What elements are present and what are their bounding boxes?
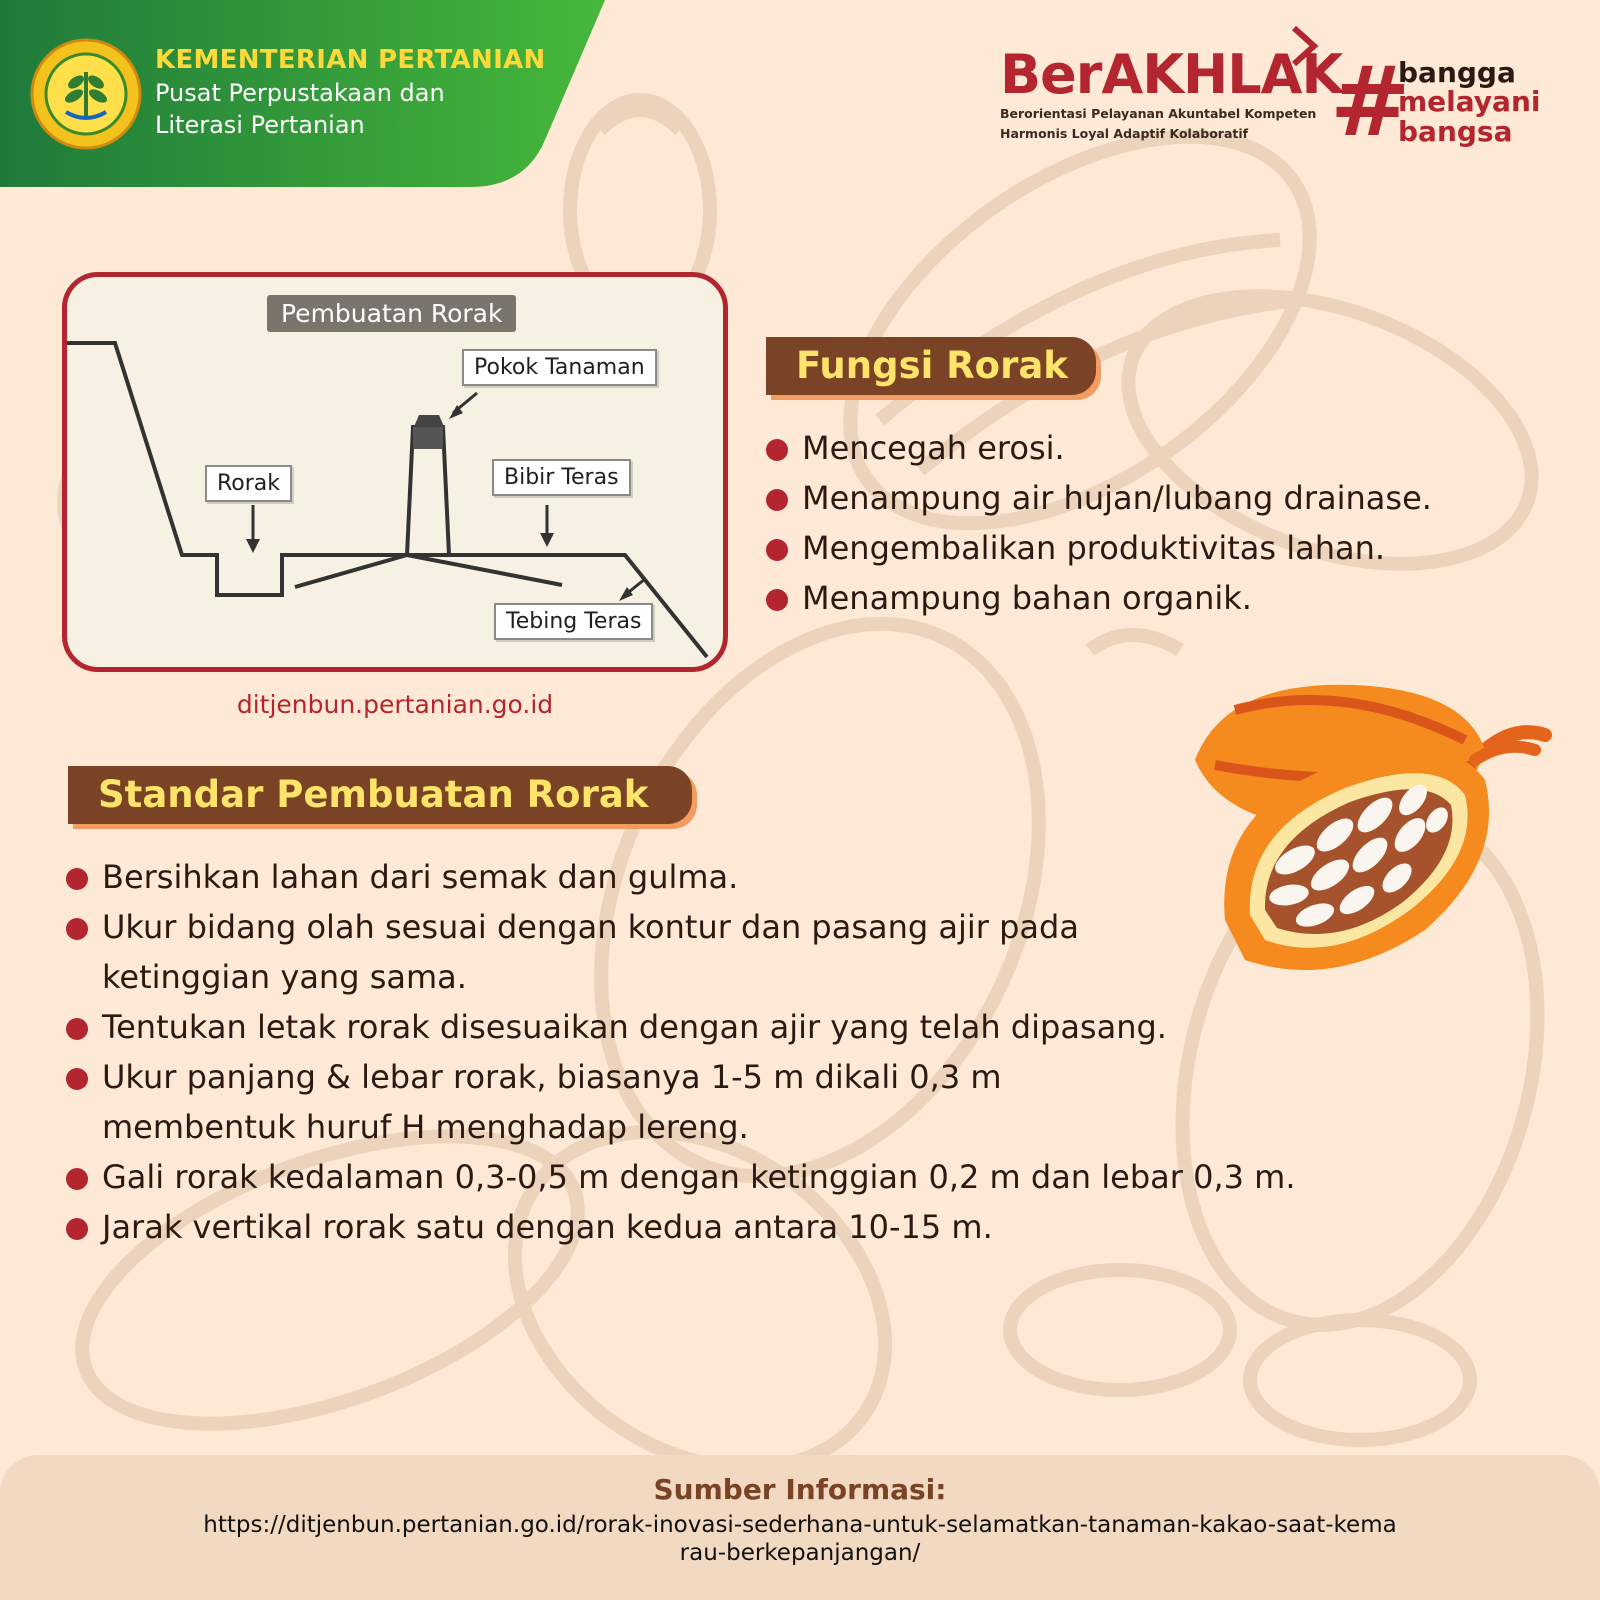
label-rorak: Rorak [205, 465, 292, 502]
list-item: Menampung bahan organik. [766, 573, 1586, 623]
kementan-logo-icon [30, 38, 142, 150]
list-item: Mengembalikan produktivitas lahan. [766, 523, 1586, 573]
list-item: Bersihkan lahan dari semak dan gulma. [66, 852, 1426, 902]
list-item: Jarak vertikal rorak satu dengan kedua antara 10-15 m. [66, 1202, 1426, 1252]
hashtag-words [1398, 58, 1540, 146]
list-item: Ukur panjang & lebar rorak, biasanya 1-5 m dikali 0,3 m membentuk huruf H menghadap lereng. [66, 1052, 1122, 1152]
label-bibir-teras: Bibir Teras [492, 459, 631, 496]
org-text [155, 46, 546, 140]
footer-title: Sumber Informasi: [653, 1473, 947, 1506]
standar-list [66, 852, 1426, 1252]
unit-name-line2: Literasi Pertanian [155, 110, 365, 139]
rorak-diagram-card [62, 272, 728, 672]
list-item: Menampung air hujan/lubang drainase. [766, 473, 1586, 523]
label-tebing-teras: Tebing Teras [494, 603, 653, 640]
source-url: https://ditjenbun.pertanian.go.id/rorak-inovasi-sederhana-untuk-selamatkan-tanaman-kakao-saat-kemarau-berkepanjangan/ [203, 1512, 1397, 1566]
berakhlak-logo [1000, 43, 1343, 148]
diagram-source: ditjenbun.pertanian.go.id [236, 690, 554, 719]
hashtag-word-2: melayani [1398, 85, 1541, 119]
list-item: Mencegah erosi. [766, 423, 1586, 473]
diagram-title: Pembuatan Rorak [267, 295, 516, 332]
list-item: Gali rorak kedalaman 0,3-0,5 m dengan ketinggian 0,2 m dan lebar 0,3 m. [66, 1152, 1426, 1202]
fungsi-title: Fungsi Rorak [796, 344, 1068, 387]
bangga-melayani-logo [1330, 46, 1590, 158]
fungsi-list [766, 423, 1586, 623]
berakhlak-line1: Berorientasi Pelayanan Akuntabel Kompeten [1000, 106, 1317, 121]
label-pokok-tanaman: Pokok Tanaman [462, 349, 657, 386]
unit-name-line1: Pusat Perpustakaan dan [155, 78, 445, 107]
standar-section-header [68, 766, 692, 824]
hashtag-word-3: bangsa [1398, 114, 1513, 148]
hashtag-symbol: # [1330, 46, 1411, 158]
ministry-name: KEMENTERIAN PERTANIAN [155, 45, 546, 75]
hashtag-word-1: bangga [1398, 56, 1516, 89]
berakhlak-line2: Harmonis Loyal Adaptif Kolaboratif [1000, 126, 1249, 142]
list-item: Tentukan letak rorak disesuaikan dengan ajir yang telah dipasang. [66, 1002, 1426, 1052]
list-item: Ukur bidang olah sesuai dengan kontur dan pasang ajir pada ketinggian yang sama. [66, 902, 1122, 1002]
standar-title: Standar Pembuatan Rorak [98, 773, 649, 816]
berakhlak-title: BerAKHLAK [1000, 43, 1343, 106]
fungsi-section-header [766, 337, 1096, 395]
footer [0, 1455, 1600, 1600]
